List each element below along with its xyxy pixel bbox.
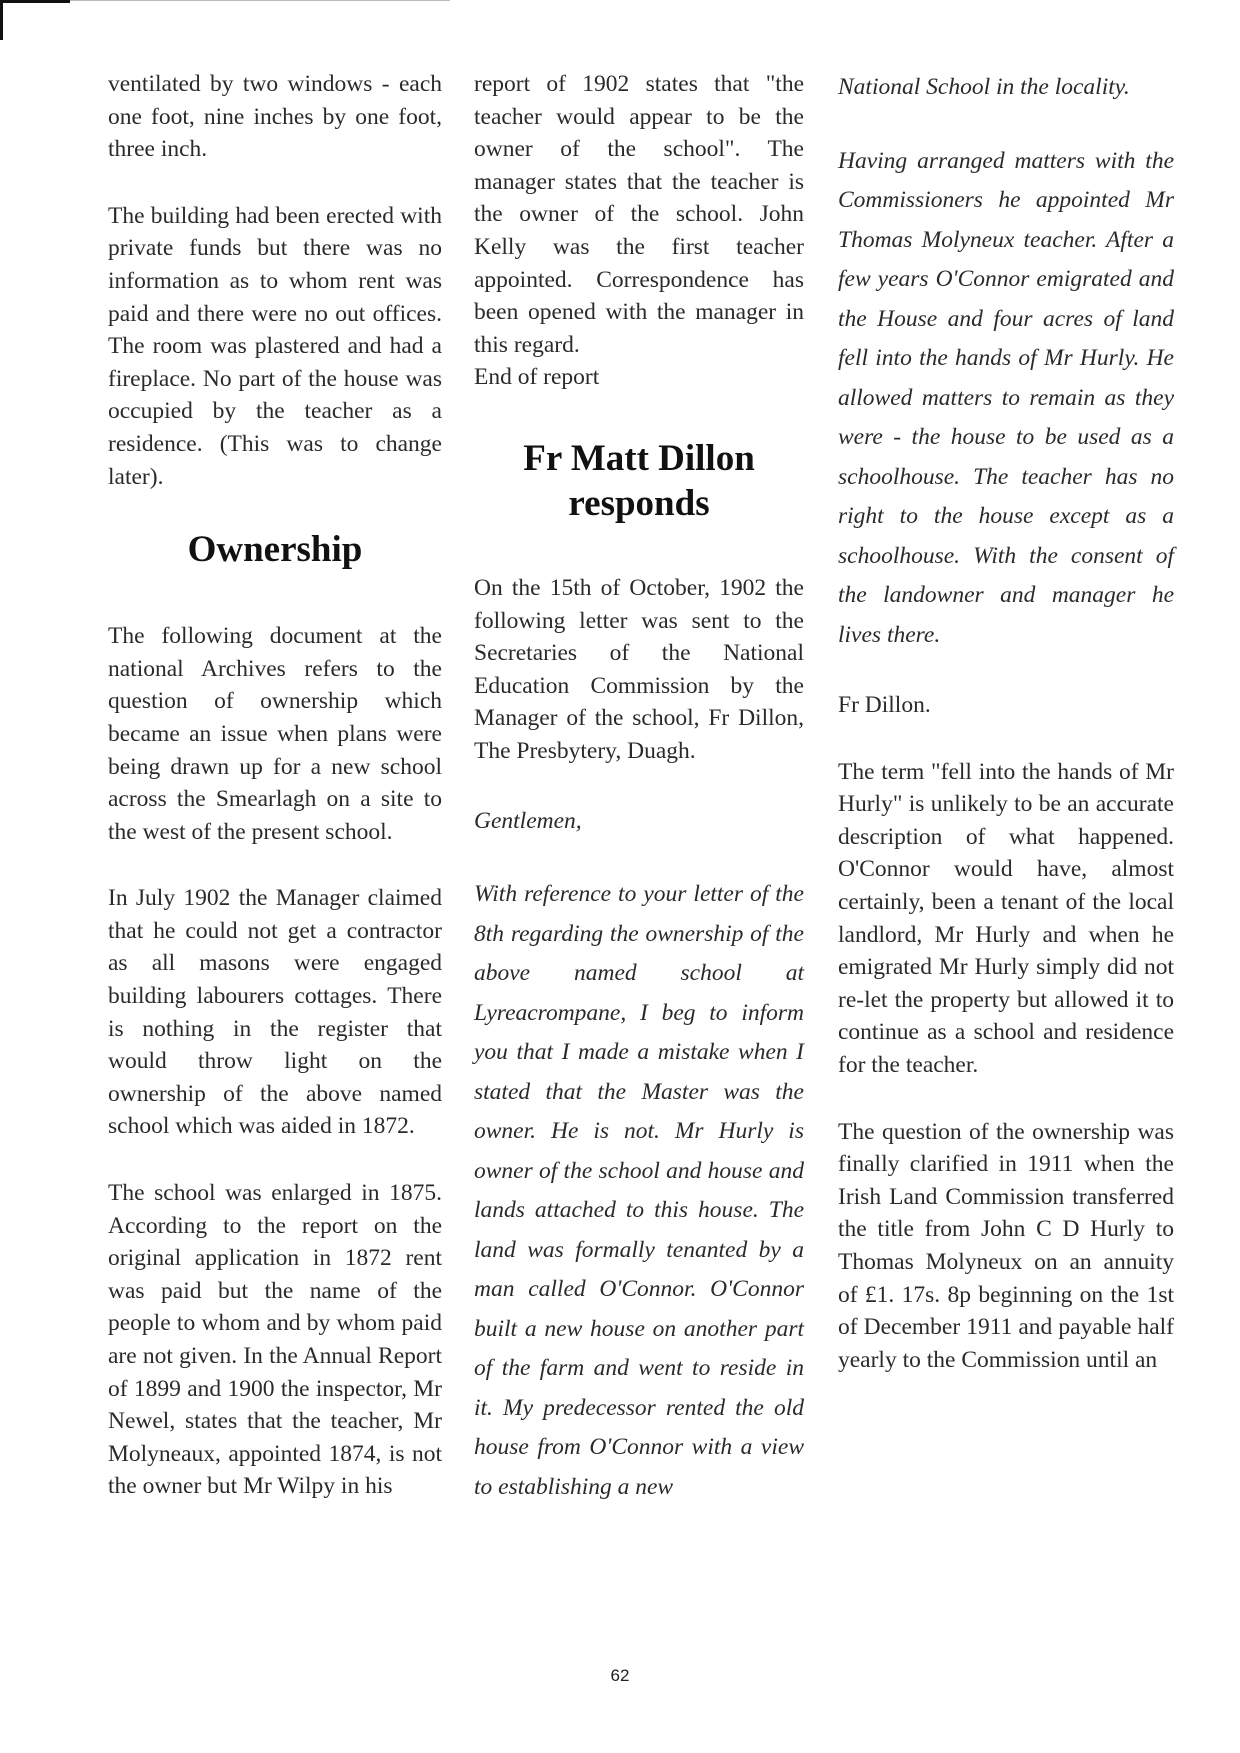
paragraph: The school was enlarged in 1875. According to the report on the original application in 1872 rent was paid but the name of the people to whom and by whom paid are not given. In the Annual Report of 1899 and 1900 the inspector, Mr Newel, states that the teacher, Mr Molyneaux, appointed 1874, is not the owner but Mr Wilpy in his xyxy=(108,1180,442,1500)
column-3 xyxy=(838,68,1174,1376)
section-heading-ownership: Ownership xyxy=(187,529,363,571)
section-heading-fr-matt-dillon: Fr Matt Dillon responds xyxy=(523,437,755,524)
paragraph: On the 15th of October, 1902 the following letter was sent to the Secretaries of the National Education Commission by the Manager of the school, Fr Dillon, The Presbytery, Duagh. xyxy=(474,574,804,764)
letter-body: With reference to your letter of the 8th regarding the ownership of the above named school at Lyreacrompane, I beg to inform you that I made a mistake when I stated that the Master was the owner. He is not. Mr Hurly is owner of the school and house and lands attached to this house. The land was formally tenanted by a man called O'Connor. O'Connor built a new house on another part of the farm and went to reside in it. My predecessor rented the old house from O'Connor with a view to establishing a new xyxy=(474,881,804,1500)
paragraph: report of 1902 states that "the teacher would appear to be the owner of the school". The manager states that the teacher is the owner of the school. John Kelly was the first teacher appointed. Correspondence has been opened with the manager in this regard. xyxy=(474,71,804,358)
paragraph: The question of the ownership was finally clarified in 1911 when the Irish Land Commission transferred the title from John C D Hurly to Thomas Molyneux on an annuity of £1. 17s. 8p beginning on the 1st of December 1911 and payable half yearly to the Commission until an xyxy=(838,1118,1174,1373)
paragraph: ventilated by two windows - each one foot, nine inches by one foot, three inch. xyxy=(108,71,442,163)
column-2 xyxy=(474,68,804,1507)
paragraph: The building had been erected with private funds but there was no information as to whom rent was paid and there were no out offices. The room was plastered and had a fireplace. No part of the house was occupied by the teacher as a residence. (This was to change later). xyxy=(108,202,442,490)
page-number: 62 xyxy=(610,1666,630,1685)
letter-signature: Fr Dillon. xyxy=(838,692,931,718)
paragraph: In July 1902 the Manager claimed that he could not get a contractor as all masons were engaged building labourers cottages. There is nothing in the register that would throw light on the ownership of the above named school which was aided in 1872. xyxy=(108,885,442,1140)
corner-crop-mark-vertical xyxy=(0,0,3,40)
column-1 xyxy=(108,68,442,1503)
paragraph: The following document at the national Archives refers to the question of ownership which became an issue when plans were being drawn up for a new school across the Smearlagh on a site to the west of the present school. xyxy=(108,623,442,845)
letter-body: National School in the locality. xyxy=(838,74,1130,100)
letter-salutation: Gentlemen, xyxy=(474,807,582,834)
corner-crop-mark xyxy=(0,0,70,3)
top-rule xyxy=(70,0,450,1)
letter-body: Having arranged matters with the Commissioners he appointed Mr Thomas Molyneux teacher. After a few years O'Connor emigrated and the House and four acres of land fell into the hands of Mr Hurly. He allowed matters to remain as they were - the house to be used as a schoolhouse. The teacher has no right to the house except as a schoolhouse. With the consent of the landowner and manager he lives there. xyxy=(838,147,1174,648)
end-of-report: End of report xyxy=(474,364,600,391)
paragraph: The term "fell into the hands of Mr Hurly" is unlikely to be an accurate description of what happened. O'Connor would have, almost certainly, been a tenant of the local landlord, Mr Hurly and when he emigrated Mr Hurly simply did not re-let the property but allowed it to continue as a school and residence for the teacher. xyxy=(838,758,1174,1078)
